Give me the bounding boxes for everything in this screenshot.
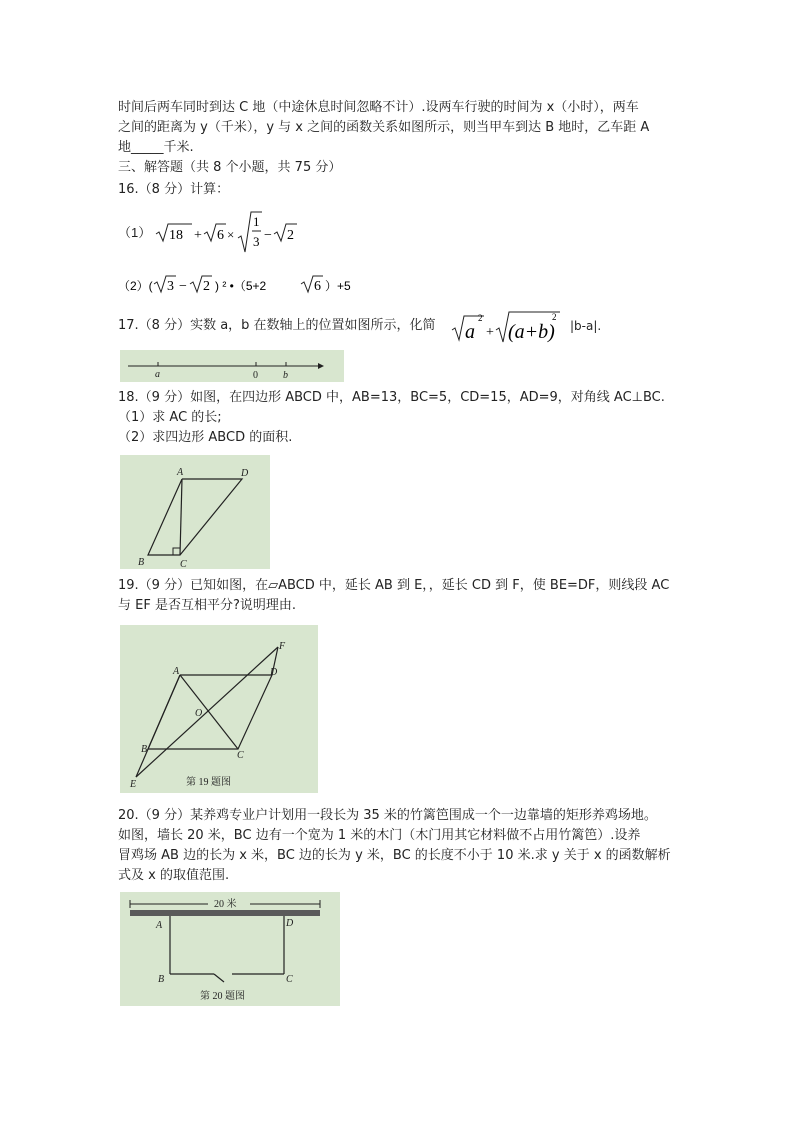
- q16-p2-expression: [118, 272, 378, 298]
- rectangle-yard: [120, 892, 340, 1006]
- q17-tail: |b-a|.: [570, 319, 602, 333]
- q17-statement: [118, 308, 678, 344]
- q20-point-b: B: [158, 974, 165, 985]
- q19-point-c: C: [237, 750, 244, 761]
- q20-line-1: 20.（9 分）某养鸡专业户计划用一段长为 35 米的竹篱笆围成一个一边靠墙的矩形养鸡场地。: [118, 808, 657, 823]
- q20-point-d: D: [286, 918, 294, 929]
- q17-title: 17.（8 分）实数 a，b 在数轴上的位置如图所示，化简: [118, 318, 436, 333]
- gate: [214, 974, 224, 982]
- q20-line-4: 式及 x 的取值范围.: [118, 868, 230, 883]
- q16-p1-denominator: 3: [253, 234, 260, 249]
- q19-point-e: E: [130, 779, 137, 790]
- number-line: [120, 350, 344, 382]
- q18-part2: （2）求四边形 ABCD 的面积.: [118, 430, 293, 445]
- q16-p2-label: （2）(: [118, 279, 153, 293]
- q16-p2-term3: 6: [314, 279, 321, 294]
- intro-line-2: 之间的距离为 y（千米），y 与 x 之间的函数关系如图所示，则当甲车到达 B 地时，乙车距 A: [118, 120, 650, 135]
- q17-exp1: 2: [478, 313, 483, 323]
- q17-a: a: [465, 321, 475, 343]
- q20-line-3: 冒鸡场 AB 边的长为 x 米，BC 边的长为 y 米，BC 的长度不小于 10 米.求 y 关于 x 的函数解析: [118, 848, 671, 863]
- q18-point-b: B: [138, 557, 145, 568]
- q19-point-o: O: [195, 708, 203, 719]
- q18-point-a: A: [177, 467, 184, 478]
- q16-p1-term2: 6: [217, 228, 224, 243]
- q16-part1: [118, 210, 418, 254]
- q19-point-f: F: [279, 641, 286, 652]
- intro-line-1: 时间后两车同时到达 C 地（中途休息时间忽略不计）.设两车行驶的时间为 x（小时），两车: [118, 100, 639, 115]
- arrow-icon: [318, 363, 324, 369]
- q16-p1-minus: −: [264, 228, 272, 243]
- right-angle-mark: [173, 548, 180, 555]
- parallelogram-abcd: [120, 625, 318, 793]
- number-line-label-b: b: [283, 370, 288, 381]
- q18-quadrilateral-figure: [120, 455, 270, 569]
- q16-p1-numerator: 1: [253, 214, 260, 229]
- q19-point-a: A: [173, 666, 180, 677]
- q19-caption: 第 19 题图: [186, 777, 231, 788]
- q16-p2-term2: 2: [203, 279, 210, 294]
- q20-point-a: A: [156, 920, 163, 931]
- q16-part2: [118, 272, 418, 298]
- q20-caption: 第 20 题图: [200, 991, 245, 1002]
- q16-p1-label: （1）: [118, 225, 152, 240]
- q17-exp2: 2: [552, 312, 557, 322]
- q18-title: 18.（9 分）如图，在四边形 ABCD 中，AB=13，BC=5，CD=15，AD=9，对角线 AC⊥BC.: [118, 390, 665, 405]
- q19-point-b: B: [141, 744, 148, 755]
- q19-point-d: D: [270, 667, 278, 678]
- q17-number-line-figure: [120, 350, 344, 382]
- q17-plus: +: [486, 325, 494, 340]
- section-heading: 三、解答题（共 8 个小题，共 75 分）: [118, 160, 342, 175]
- number-line-label-0: 0: [253, 370, 258, 381]
- q18-point-d: D: [241, 468, 249, 479]
- q16-p1-term1: 18: [169, 228, 183, 243]
- q20-line-2: 如图，墙长 20 米，BC 边有一个宽为 1 米的木门（木门用其它材料做不占用竹篱笆）.设养: [118, 828, 641, 843]
- quadrilateral-abcd: [120, 455, 270, 569]
- q16-p1-term3: 2: [287, 228, 294, 243]
- q20-chicken-yard-figure: [120, 892, 340, 1006]
- q16-p2-term1: 3: [167, 279, 174, 294]
- q20-point-c: C: [286, 974, 293, 985]
- q16-p1-expression: [154, 210, 314, 254]
- q18-point-c: C: [180, 559, 187, 569]
- q19-parallelogram-figure: [120, 625, 318, 793]
- q16-p2-middle: ) ² •（5+2: [215, 279, 267, 293]
- wall: [130, 910, 320, 916]
- intro-line-3: 地_____千米.: [118, 140, 194, 155]
- q19-line-2: 与 EF 是否互相平分?说明理由.: [118, 598, 296, 613]
- q19-line-1: 19.（9 分）已知如图，在▱ABCD 中，延长 AB 到 E，，延长 CD 到 F，使 BE=DF，则线段 AC: [118, 578, 670, 593]
- number-line-label-a: a: [155, 369, 160, 380]
- q16-title: 16.（8 分）计算：: [118, 182, 230, 197]
- q16-p1-plus: +: [194, 228, 202, 243]
- q18-part1: （1）求 AC 的长;: [118, 410, 222, 425]
- q16-p1-times: ×: [227, 227, 235, 242]
- q20-wall-length: 20 米: [214, 899, 237, 910]
- q16-p2-minus: −: [179, 279, 187, 294]
- q17-sum: (a+b): [508, 321, 555, 343]
- q16-p2-tail: ）+5: [325, 279, 351, 293]
